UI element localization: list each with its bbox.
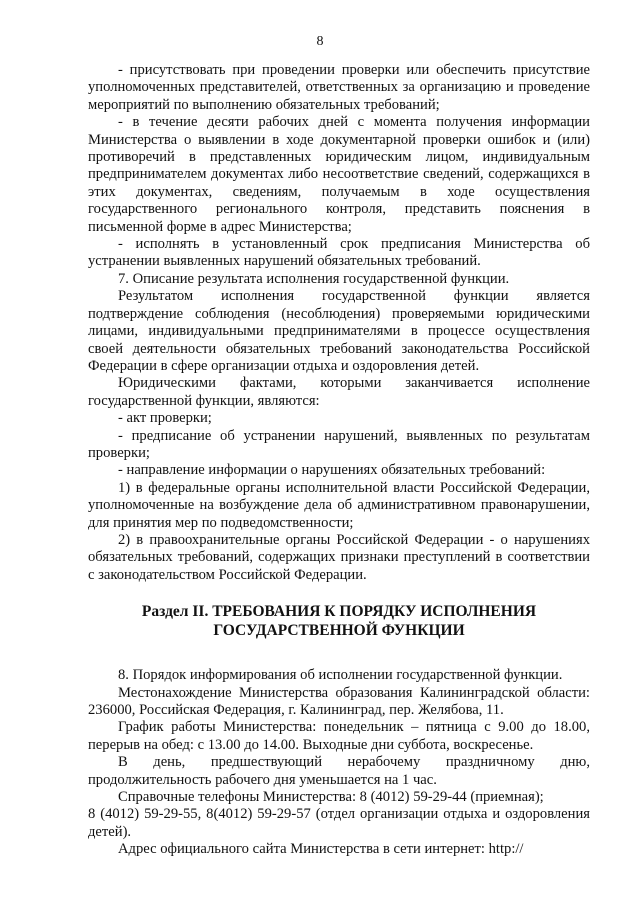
list-item: 1) в федеральные органы исполнительной власти Российской Федерации, уполномоченные на возбуждение дела об административном правонарушении, для принятия мер по подведомственности; — [88, 479, 590, 531]
list-item: 2) в правоохранительные органы Российской Федерации - о нарушениях обязательных требований, содержащих признаки преступлений в соответствии с законодательством Российской Федерации. — [88, 531, 590, 583]
page-number: 8 — [316, 34, 324, 49]
section-heading-line-2: ГОСУДАРСТВЕННОЙ ФУНКЦИИ — [213, 622, 465, 640]
list-item: - акт проверки; — [118, 410, 212, 427]
paragraph: - в течение десяти рабочих дней с момента получения информации Министерства о выявлении в ходе документарной проверки ошибок и (или) противоречий в представленных юридическим лицом, индивидуальным предпринимателем документах либо несоответствие сведений, содержащихся в этих документах, сведениям, получаемым в ходе осуществления государственного регионального контроля, представить пояснения в письменной форме в адрес Министерства; — [88, 114, 590, 235]
paragraph: Местонахождение Министерства образования Калининградской области: 236000, Российская Федерация, г. Калининград, пер. Желябова, 11. — [88, 684, 590, 718]
paragraph-item-7: 7. Описание результата исполнения государственной функции. — [118, 270, 510, 287]
list-item: - предписание об устранении нарушений, выявленных по результатам проверки; — [88, 427, 590, 461]
document-body — [88, 62, 590, 859]
paragraph-item-8: 8. Порядок информирования об исполнении государственной функции. — [118, 667, 563, 684]
paragraph: Результатом исполнения государственной функции является подтверждение соблюдения (несоблюдения) проверяемыми юридическими лицами, индивидуальными предпринимателями в процессе осуществления своей деятельности обязательных требований законодательства Российской Федерации в сфере организации отдыха и оздоровления детей. — [88, 288, 590, 374]
list-item: - направление информации о нарушениях обязательных требований: — [118, 462, 546, 479]
paragraph: В день, предшествующий нерабочему праздничному дню, продолжительность рабочего дня уменьшается на 1 час. — [88, 754, 590, 788]
paragraph: Юридическими фактами, которыми заканчивается исполнение государственной функции, являются: — [88, 375, 590, 409]
paragraph: 8 (4012) 59-29-55, 8(4012) 59-29-57 (отдел организации отдыха и оздоровления детей). — [88, 806, 590, 840]
paragraph: - присутствовать при проведении проверки или обеспечить присутствие уполномоченных представителей, ответственных за организацию и проведение мероприятий по выполнению обязательных требований; — [88, 62, 590, 113]
paragraph: - исполнять в установленный срок предписания Министерства об устранении выявленных нарушений обязательных требований. — [88, 236, 590, 270]
paragraph: График работы Министерства: понедельник – пятница с 9.00 до 18.00, перерыв на обед: с 13.00 до 14.00. Выходные дни суббота, воскресенье. — [88, 719, 590, 753]
section-heading — [88, 602, 590, 640]
section-heading-line-1: Раздел II. ТРЕБОВАНИЯ К ПОРЯДКУ ИСПОЛНЕНИЯ — [141, 603, 537, 621]
paragraph: Справочные телефоны Министерства: 8 (4012) 59-29-44 (приемная); — [118, 789, 544, 806]
paragraph: Адрес официального сайта Министерства в сети интернет: http:// — [118, 841, 524, 858]
